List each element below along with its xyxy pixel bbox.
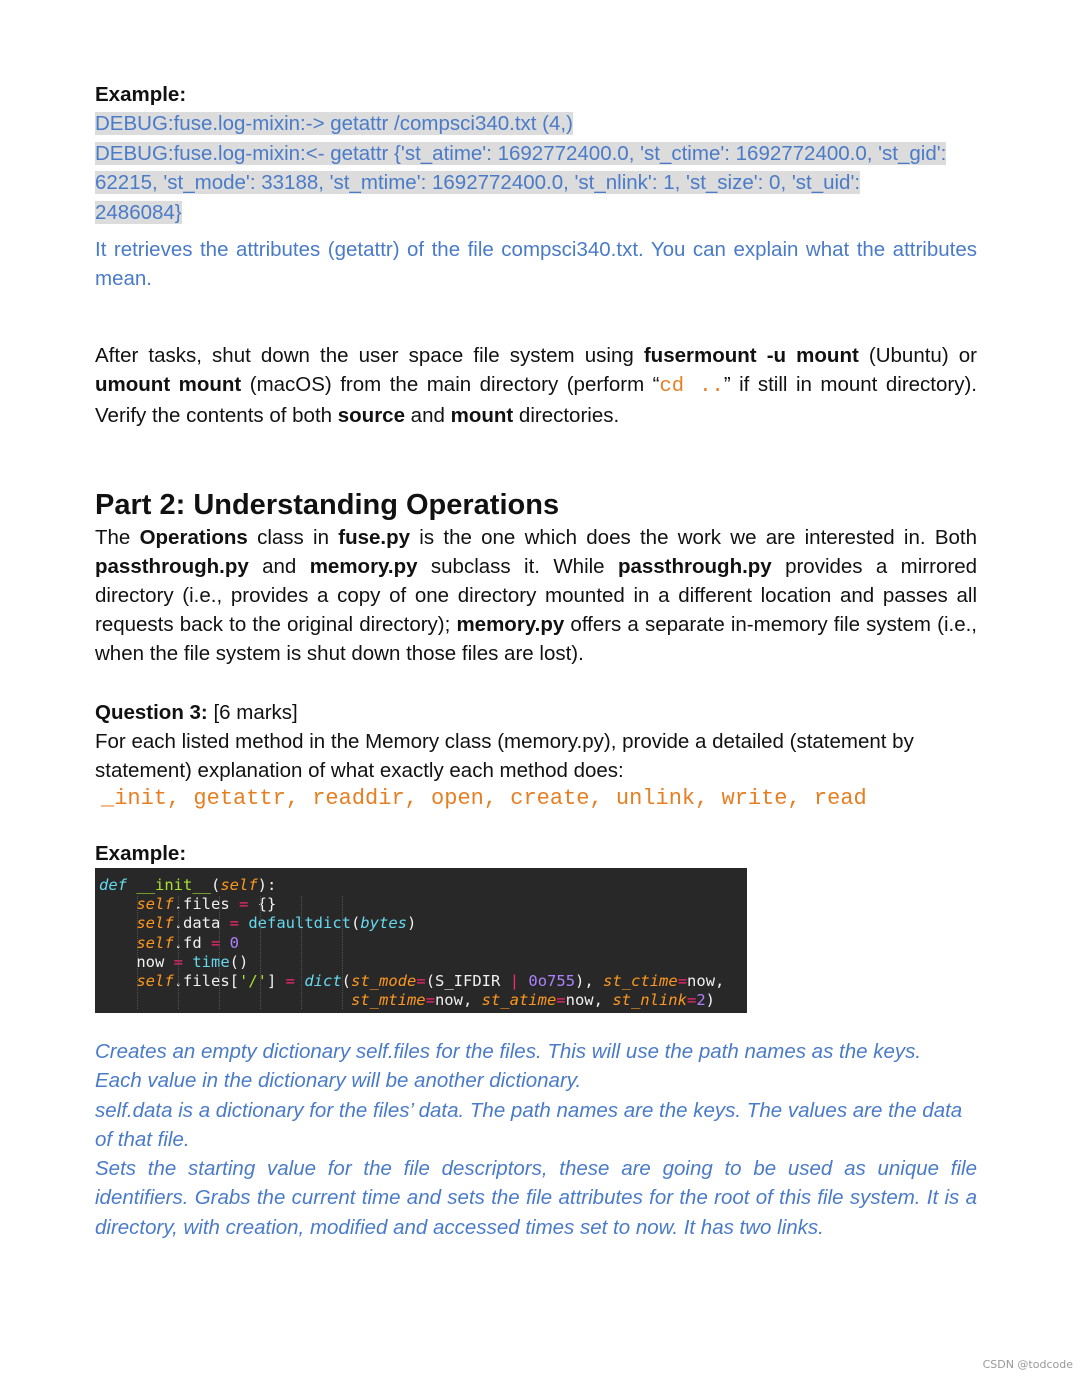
operations-term: Operations	[139, 526, 248, 549]
text-run: ” if still in mount directory). Verify the contents of both	[95, 373, 977, 427]
question3-heading	[95, 698, 977, 727]
watermark: CSDN @todcode	[982, 1358, 1073, 1371]
text-run: After tasks, shut down the user space file system using	[95, 344, 644, 367]
fuse-py-term: fuse.py	[338, 526, 411, 549]
document-page	[95, 80, 977, 1242]
debug-line: DEBUG:fuse.log-mixin:<- getattr {'st_atime': 1692772400.0, 'st_ctime': 1692772400.0, 'st_gid':	[95, 141, 947, 165]
debug-line: DEBUG:fuse.log-mixin:-> getattr /compsci340.txt (4,)	[95, 112, 573, 135]
text-run: provides a mirrored directory (i.e., provides a copy of one directory mounted in a different location and passes all requests back to the original directory);	[95, 555, 977, 636]
getattr-explanation: It retrieves the attributes (getattr) of the file compsci340.txt. You can explain what the attributes mean.	[95, 238, 977, 290]
text-run: (macOS) from the main directory (perform “	[241, 373, 660, 396]
text-run: (Ubuntu) or	[858, 344, 977, 367]
text-run: and	[248, 555, 310, 578]
passthrough-term: passthrough.py	[617, 555, 772, 578]
debug-line: 62215, 'st_mode': 33188, 'st_mtime': 1692772400.0, 'st_nlink': 1, 'st_size': 0, 'st_uid':	[95, 171, 861, 194]
source-term: source	[337, 404, 405, 427]
explanation-paragraph: Sets the starting value for the file descriptors, these are going to be used as unique file identifiers. Grabs the current time and sets the file attributes for the root of this file system. It is a directory, with creation, modified and accessed times set to now. It has two links.	[95, 1157, 977, 1239]
explanation-paragraph: self.data is a dictionary for the files’ data. The path names are the keys. The values are the data of that file.	[95, 1098, 963, 1151]
example-heading: Example:	[95, 842, 187, 865]
question-label: Question 3:	[95, 701, 208, 724]
explanation-paragraph: Creates an empty dictionary self.files for the files. This will use the path names as the keys. Each value in the dictionary will be another dictionary.	[95, 1040, 922, 1093]
memory-term: memory.py	[309, 555, 418, 578]
text-run: is the one which does the work we are interested in. Both	[410, 526, 978, 549]
memory-term: memory.py	[456, 613, 565, 636]
question-marks: [6 marks]	[207, 701, 298, 724]
text-run: and	[404, 404, 451, 427]
shutdown-paragraph	[95, 341, 977, 430]
method-list: _init, getattr, readdir, open, create, unlink, write, read	[101, 786, 867, 811]
question3-text: For each listed method in the Memory class (memory.py), provide a detailed (statement by statement) explanation of what exactly each method does:	[95, 730, 914, 782]
debug-line: 2486084}	[95, 200, 182, 224]
example-heading: Example:	[95, 83, 187, 106]
text-run: offers a separate in-memory file system (i.e., when the file system is shut down those files are lost).	[95, 613, 977, 665]
code-snippet: def __init__(self): self.files = {} self.data = defaultdict(bytes) self.fd = 0 now = time() self.files['/'] = dict(st_mode=(S_IFDIR | 0o755), st_ctime=now, st_mtime=now, st_atime=now, st_nlink=2)	[95, 868, 747, 1013]
debug-log	[95, 109, 1025, 227]
text-run: class in	[247, 526, 339, 549]
text-run: directories.	[513, 404, 620, 427]
cd-command: cd ..	[659, 375, 724, 398]
part2-paragraph	[95, 523, 977, 668]
passthrough-term: passthrough.py	[95, 555, 249, 578]
umount-command: umount mount	[95, 373, 242, 396]
text-run: The	[95, 526, 140, 549]
init-explanation	[95, 1037, 977, 1242]
part2-title: Part 2: Understanding Operations	[95, 489, 560, 521]
text-run: subclass it. While	[417, 555, 618, 578]
fusermount-command: fusermount -u mount	[643, 344, 859, 367]
mount-term: mount	[450, 404, 514, 427]
